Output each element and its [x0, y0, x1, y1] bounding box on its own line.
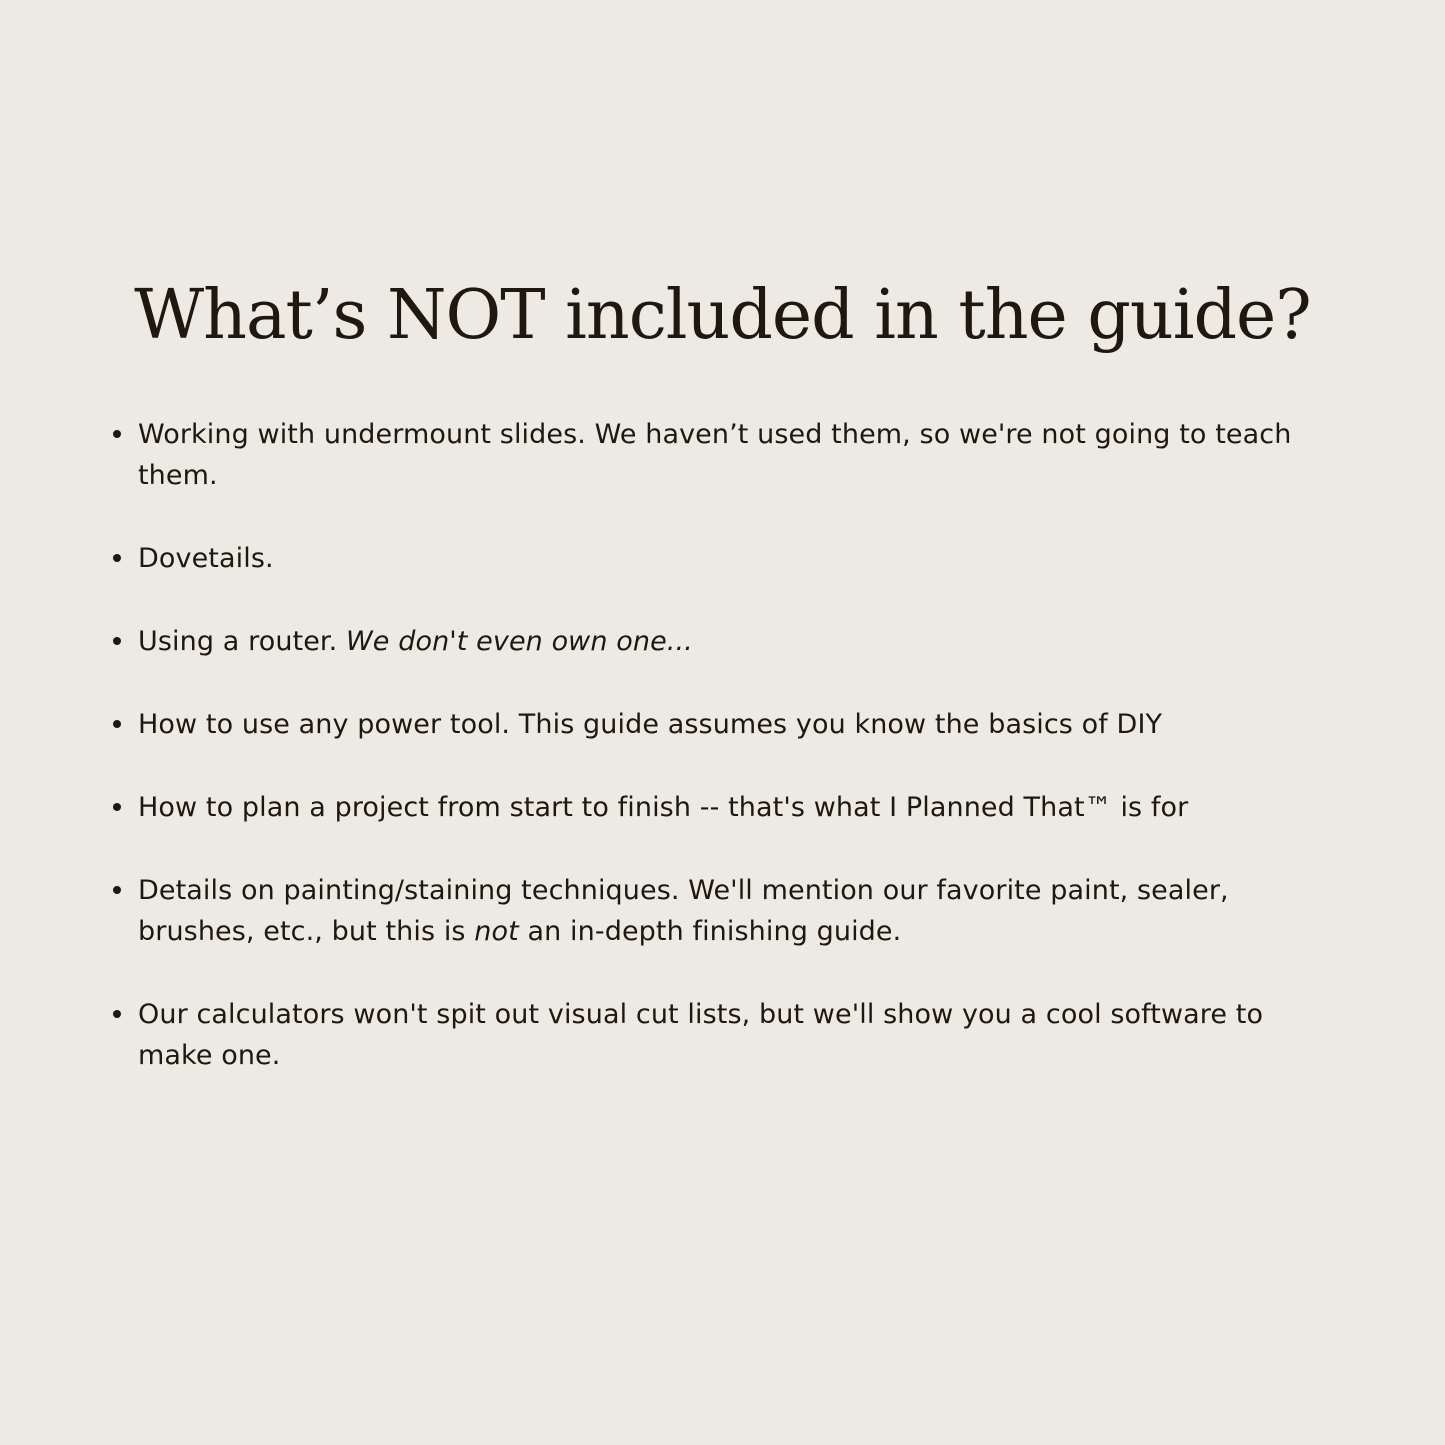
list-item-text-continued: an in-depth finishing guide.: [518, 916, 902, 947]
list-item: [110, 994, 1330, 1076]
excluded-items-list: [110, 414, 1330, 1118]
list-item: [110, 704, 1330, 745]
bullet-icon: [113, 886, 121, 894]
list-item: [110, 621, 1330, 662]
list-item-text: How to use any power tool. This guide assumes you know the basics of DIY: [138, 709, 1163, 740]
list-item: [110, 870, 1330, 952]
bullet-icon: [113, 720, 121, 728]
list-item-text: Using a router.: [138, 626, 347, 657]
list-item-emphasis: We don't even own one...: [346, 626, 693, 657]
list-item-text: Our calculators won't spit out visual cut lists, but we'll show you a cool software to make one.: [138, 999, 1264, 1071]
list-item: [110, 787, 1330, 828]
list-item-text: How to plan a project from start to finish -- that's what I Planned That™ is for: [138, 792, 1189, 823]
list-item-text: Working with undermount slides. We haven’t used them, so we're not going to teach them.: [138, 419, 1292, 491]
bullet-icon: [113, 430, 121, 438]
bullet-icon: [113, 637, 121, 645]
bullet-icon: [113, 554, 121, 562]
list-item-text: Details on painting/staining techniques. We'll mention our favorite paint, sealer, brushes, etc., but this is: [138, 875, 1229, 947]
list-item-emphasis: not: [474, 916, 519, 947]
page-title: What’s NOT included in the guide?: [134, 276, 1311, 355]
bullet-icon: [113, 803, 121, 811]
list-item: [110, 538, 1330, 579]
list-item: [110, 414, 1330, 496]
bullet-icon: [113, 1010, 121, 1018]
list-item-text: Dovetails.: [138, 543, 274, 574]
